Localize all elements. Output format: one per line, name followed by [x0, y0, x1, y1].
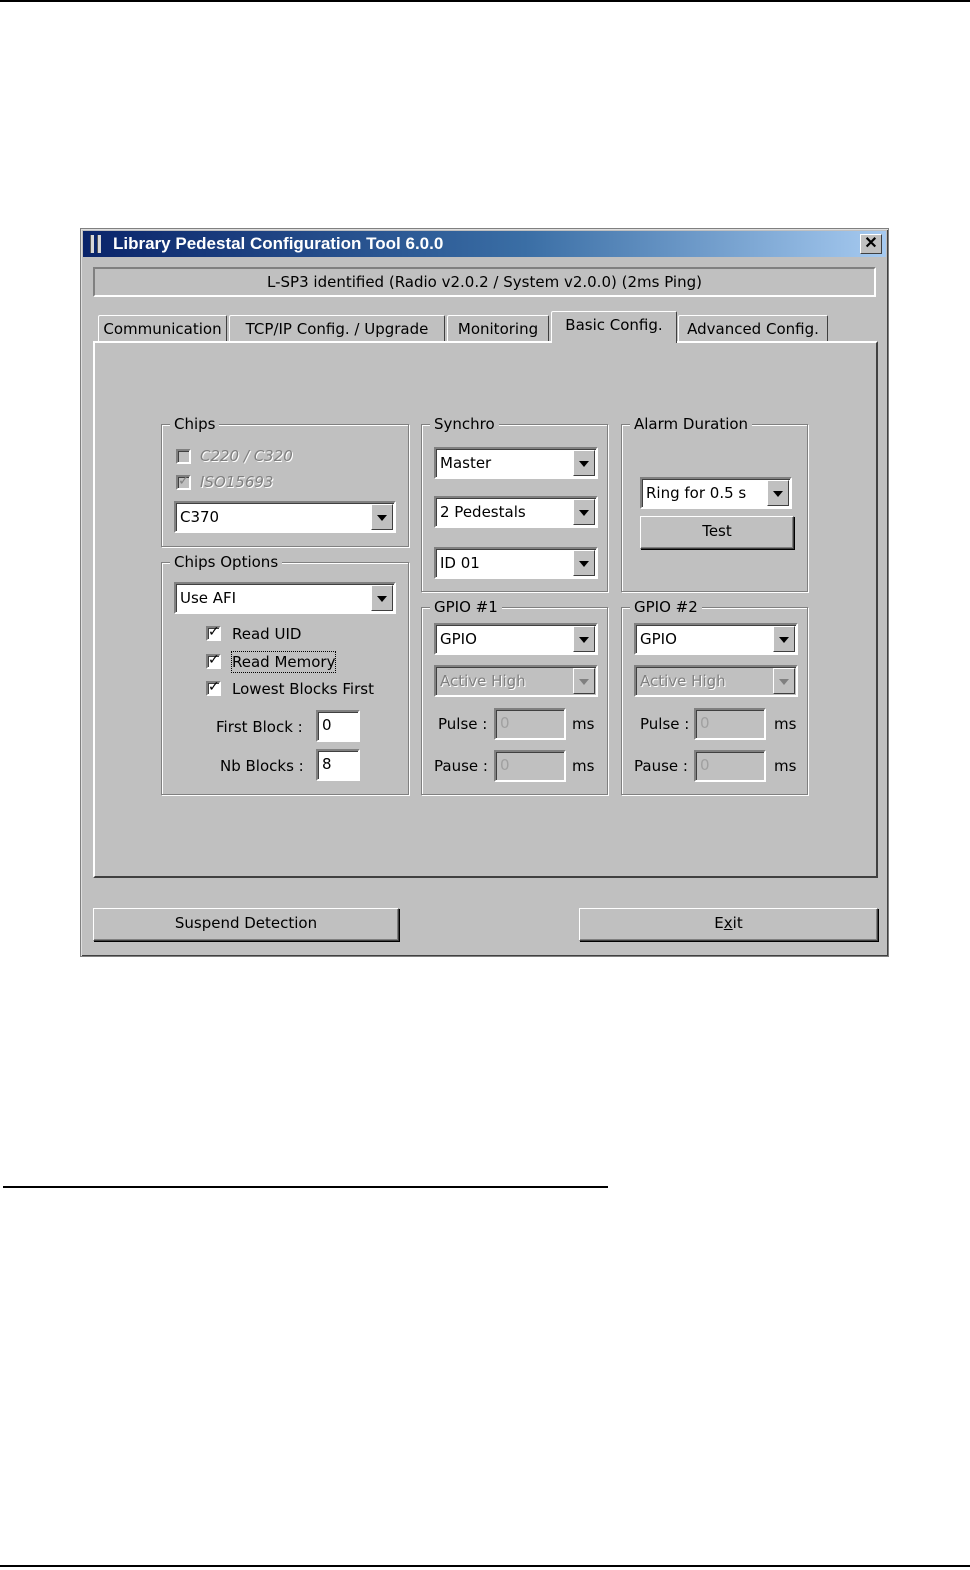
gpio1-mode-select[interactable]: [434, 623, 598, 655]
tab-basic-config[interactable]: Basic Config.: [551, 311, 677, 343]
synchro-id-select[interactable]: [434, 547, 598, 579]
nb-blocks-label: Nb Blocks :: [220, 757, 304, 775]
gpio2-level-value: Active High: [640, 672, 726, 690]
chevron-down-icon[interactable]: [573, 626, 595, 652]
gpio1-group: [421, 598, 608, 795]
read-memory-checkbox[interactable]: [206, 654, 221, 669]
chevron-down-icon[interactable]: [371, 504, 393, 530]
alarm-duration-value: Ring for 0.5 s: [646, 484, 747, 502]
nb-blocks-input[interactable]: 8: [316, 749, 360, 781]
synchro-group: [421, 415, 608, 592]
tab-tcpip-config-upgrade[interactable]: TCP/IP Config. / Upgrade: [229, 315, 445, 343]
gpio1-level-select[interactable]: [434, 665, 598, 697]
status-bar: L-SP3 identified (Radio v2.0.2 / System v2.0.0) (2ms Ping): [93, 267, 876, 297]
tab-advanced-config[interactable]: Advanced Config.: [678, 315, 828, 343]
gpio2-mode-select[interactable]: [634, 623, 798, 655]
gpio1-mode-value: GPIO: [440, 630, 477, 648]
read-uid-label: Read UID: [232, 625, 302, 643]
page-bottom-rule: [0, 1565, 970, 1567]
app-icon: [89, 235, 105, 253]
iso15693-checkbox[interactable]: [176, 475, 191, 490]
gpio2-group-title: GPIO #2: [630, 597, 702, 617]
gpio1-pulse-label: Pulse :: [438, 715, 488, 733]
pedestals-select[interactable]: [434, 496, 598, 528]
test-button[interactable]: Test: [640, 516, 794, 549]
chevron-down-icon[interactable]: [767, 480, 789, 506]
gpio2-pause-label: Pause :: [634, 757, 688, 775]
page-top-rule: [0, 0, 970, 2]
synchro-mode-value: Master: [440, 454, 492, 472]
gpio2-pulse-unit: ms: [774, 715, 797, 733]
chevron-down-icon[interactable]: [773, 626, 795, 652]
exit-label-it: it: [732, 914, 743, 932]
gpio1-pulse-unit: ms: [572, 715, 595, 733]
alarm-duration-select[interactable]: [640, 477, 792, 509]
config-window: [80, 228, 889, 957]
gpio2-pulse-input[interactable]: 0: [694, 708, 766, 740]
chevron-down-icon[interactable]: [773, 668, 795, 694]
gpio2-pause-unit: ms: [774, 757, 797, 775]
chip-type-value: C370: [180, 508, 220, 526]
title-bar[interactable]: [83, 231, 886, 257]
afi-select[interactable]: [174, 582, 396, 614]
alarm-duration-group-title: Alarm Duration: [630, 414, 752, 434]
synchro-mode-select[interactable]: [434, 447, 598, 479]
chevron-down-icon[interactable]: [573, 450, 595, 476]
lowest-blocks-first-label: Lowest Blocks First: [232, 680, 374, 698]
first-block-label: First Block :: [216, 718, 303, 736]
close-button[interactable]: ✕: [860, 234, 882, 254]
read-memory-label: Read Memory: [232, 653, 336, 671]
first-block-input[interactable]: 0: [316, 710, 360, 742]
chevron-down-icon[interactable]: [573, 499, 595, 525]
synchro-id-value: ID 01: [440, 554, 480, 572]
c220-checkbox[interactable]: [176, 449, 191, 464]
gpio1-group-title: GPIO #1: [430, 597, 502, 617]
gpio2-level-select[interactable]: [634, 665, 798, 697]
gpio1-pause-unit: ms: [572, 757, 595, 775]
chip-type-select[interactable]: [174, 501, 396, 533]
pedestals-value: 2 Pedestals: [440, 503, 526, 521]
gpio2-mode-value: GPIO: [640, 630, 677, 648]
chips-group: [161, 415, 409, 547]
iso15693-label: ISO15693: [200, 473, 274, 491]
chevron-down-icon[interactable]: [573, 668, 595, 694]
window-title: Library Pedestal Configuration Tool 6.0.0: [113, 234, 444, 253]
chips-options-group: [161, 553, 409, 795]
c220-label: C220 / C320: [200, 447, 293, 465]
exit-label-x: x: [723, 914, 733, 932]
alarm-duration-group: [621, 415, 808, 592]
page-section-rule: [3, 1186, 608, 1188]
tab-communication[interactable]: Communication: [98, 315, 227, 343]
suspend-detection-button[interactable]: Suspend Detection: [93, 908, 399, 941]
afi-value: Use AFI: [180, 589, 237, 607]
gpio1-pause-label: Pause :: [434, 757, 488, 775]
exit-label-e: E: [714, 914, 724, 932]
chevron-down-icon[interactable]: [371, 585, 393, 611]
chevron-down-icon[interactable]: [573, 550, 595, 576]
gpio2-pulse-label: Pulse :: [640, 715, 690, 733]
chips-options-group-title: Chips Options: [170, 552, 282, 572]
exit-button[interactable]: [579, 908, 878, 941]
gpio1-pulse-input[interactable]: 0: [494, 708, 566, 740]
basic-config-panel: [93, 341, 878, 878]
gpio1-level-value: Active High: [440, 672, 526, 690]
gpio1-pause-input[interactable]: 0: [494, 750, 566, 782]
gpio2-group: [621, 598, 808, 795]
gpio2-pause-input[interactable]: 0: [694, 750, 766, 782]
lowest-blocks-first-checkbox[interactable]: [206, 681, 221, 696]
synchro-group-title: Synchro: [430, 414, 499, 434]
tab-monitoring[interactable]: Monitoring: [447, 315, 549, 343]
read-uid-checkbox[interactable]: [206, 626, 221, 641]
chips-group-title: Chips: [170, 414, 219, 434]
